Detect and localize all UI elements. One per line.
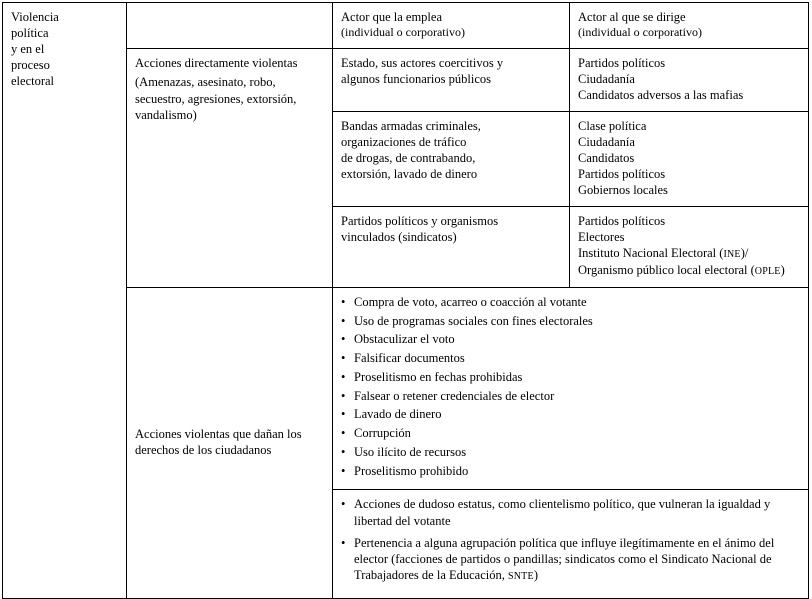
cell-target-1 [570, 49, 809, 112]
list-item: • Acciones de dudoso estatus, como clientelismo político, que vulneran la igualdad y libertad del votante [341, 496, 800, 529]
row-title-cell [3, 3, 127, 599]
document-page [0, 2, 812, 583]
cell-line: extorsión, lavado de dinero [341, 167, 478, 182]
list-item: • Obstaculizar el voto [341, 331, 800, 347]
acronym-ine: INE [723, 249, 741, 261]
list-item: • Corrupción [341, 425, 800, 441]
list-item: • Compra de voto, acarreo o coacción al votante [341, 294, 800, 310]
cell-line: Gobiernos locales [578, 183, 668, 198]
section-label-bold: Acciones violentas que dañan los derechos de los ciudadanos [135, 426, 302, 457]
list-item: • Uso ilícito de recursos [341, 444, 800, 460]
bullet-list-1 [341, 294, 800, 479]
cell-employs-3 [333, 207, 570, 288]
cell-line: Partidos políticos [578, 214, 666, 229]
cell-line: Candidatos [578, 151, 635, 166]
section-label-directly-violent [127, 49, 333, 288]
cell-line: Partidos políticos [578, 56, 666, 71]
cell-line: Ciudadanía [578, 72, 635, 87]
cell-employs-1 [333, 49, 570, 112]
cell-line: Clase política [578, 119, 647, 134]
cell-line: Bandas armadas criminales, [341, 119, 481, 134]
list-item: • Lavado de dinero [341, 406, 800, 422]
table-header-row [3, 3, 809, 49]
cell-target-3 [570, 207, 809, 288]
cell-line: Candidatos adversos a las mafias [578, 88, 744, 103]
cell-line: Partidos políticos [578, 167, 666, 182]
list-item: • Falsificar documentos [341, 350, 800, 366]
row-title-line-5: electoral [11, 74, 55, 88]
cell-employs-2 [333, 112, 570, 207]
cell-line: Estado, sus actores coercitivos y [341, 56, 504, 71]
header-actor-target-main: Actor al que se dirige [578, 10, 686, 24]
cell-line: Partidos políticos y organismos [341, 214, 499, 229]
header-actor-employs-sub: (individual o corporativo) [341, 25, 465, 39]
cell-line: Electores [578, 230, 625, 245]
row-title-line-1: Violencia [11, 10, 59, 24]
cell-line-ine: Instituto Nacional Electoral (INE)/ [578, 246, 749, 261]
cell-line: algunos funcionarios públicos [341, 72, 491, 87]
cell-target-2 [570, 112, 809, 207]
row-title-line-3: y en el [11, 42, 45, 56]
section-label-bold: Acciones directamente violentas [135, 56, 298, 71]
header-actor-target [570, 3, 809, 49]
list-item: • Uso de programas sociales con fines electorales [341, 313, 800, 329]
cell-line: vinculados (sindicatos) [341, 230, 457, 245]
list-item: • Falsear o retener credenciales de elector [341, 388, 800, 404]
matrix-table [2, 2, 809, 599]
cell-line: de drogas, de contrabando, [341, 151, 476, 166]
cell-line: organizaciones de tráfico [341, 135, 467, 150]
cell-line-ople: Organismo público local electoral (OPLE) [578, 263, 785, 278]
acronym-snte: SNTE [508, 571, 534, 583]
section-label-rights-harm [127, 287, 333, 598]
acronym-ople: OPLE [754, 266, 781, 278]
header-actor-employs [333, 3, 570, 49]
list-item: • Proselitismo en fechas prohibidas [341, 369, 800, 385]
header-blank-cell [127, 3, 333, 49]
section-label-paren: (Amenazas, asesinato, robo, secuestro, agresiones, extorsión, vandalismo) [135, 75, 297, 122]
list-item: • Proselitismo prohibido [341, 463, 800, 479]
cell-line: Ciudadanía [578, 135, 635, 150]
cell-bullets-1 [333, 287, 809, 490]
header-actor-employs-main: Actor que la emplea [341, 10, 442, 24]
list-item-snte: • Pertenencia a alguna agrupación política que influye ilegítimamente en el ánimo del elector (facciones de partidos o pandillas; sindicatos como el Sindicato Nacional de Trabajadores de la Educación, SNTE) [341, 535, 800, 584]
header-actor-target-sub: (individual o corporativo) [578, 25, 702, 39]
row-title-line-4: proceso [11, 58, 50, 72]
cell-bullets-2 [333, 490, 809, 598]
row-title-line-2: política [11, 26, 49, 40]
